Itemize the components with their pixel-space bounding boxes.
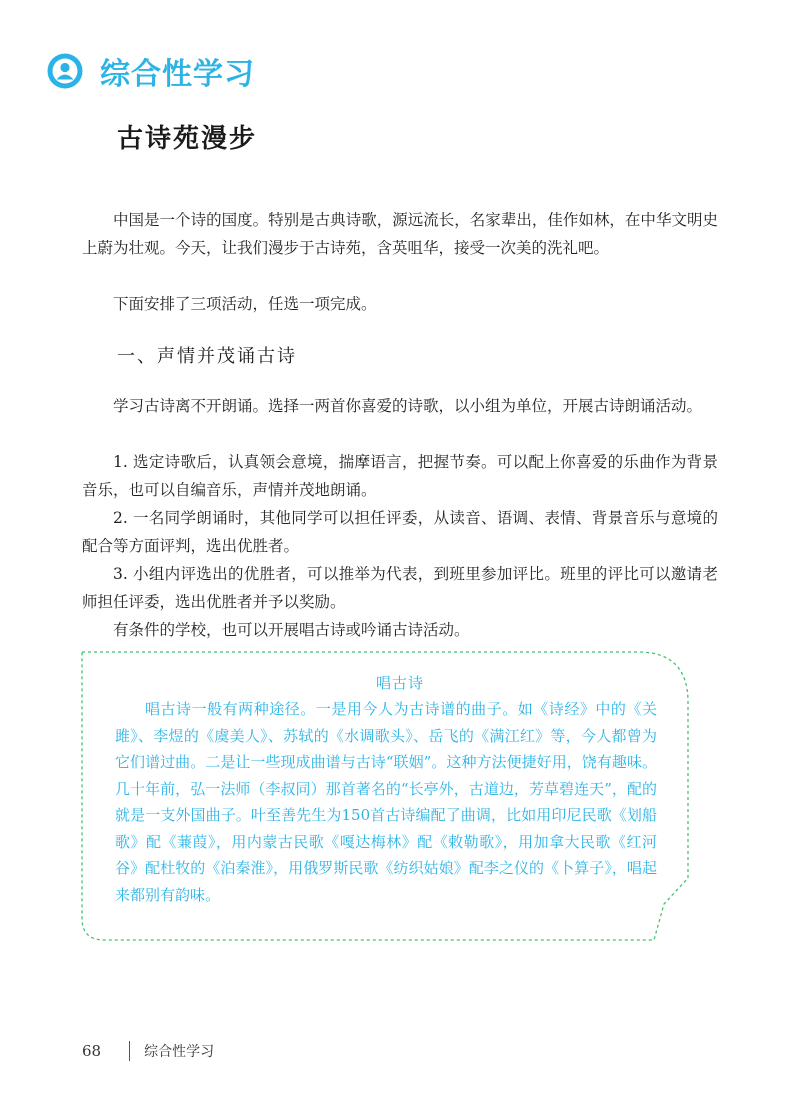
footer-divider [129, 1041, 130, 1061]
body-paragraph: 2. 一名同学朗诵时，其他同学可以担任评委，从读音、语调、表情、背景音乐与意境的配合等方面评判，选出优胜者。 [82, 509, 718, 555]
intro-paragraph: 下面安排了三项活动，任选一项完成。 [113, 295, 377, 313]
intro-paragraph: 中国是一个诗的国度。特别是古典诗歌，源远流长，名家辈出，佳作如林，在中华文明史上蔚为壮观。今天，让我们漫步于古诗苑，含英咀华，接受一次美的洗礼吧。 [82, 211, 718, 257]
section-heading: 一、声情并茂诵古诗 [117, 346, 297, 367]
page-number: 68 [82, 1042, 102, 1060]
section-header-title: 综合性学习 [100, 57, 255, 92]
page-footer [82, 1040, 214, 1062]
info-box-text: 唱古诗一般有两种途径。一是用今人为古诗谱的曲子。如《诗经》中的《关雎》、李煜的《虞美人》、苏轼的《水调歌头》、岳飞的《满江红》等，今人都曾为它们谱过曲。二是让一些现成曲谱与古诗“联姻”。这种方法便捷好用，饶有趣味。几十年前，弘一法师（李叔同）那首著名的“长亭外，古道边，芳草碧连天”，配的就是一支外国曲子。叶至善先生为150首古诗编配了曲调，比如用印尼民歌《划船歌》配《蒹葭》，用内蒙古民歌《嘎达梅林》配《敕勒歌》，用加拿大民歌《红河谷》配杜牧的《泊秦淮》，用俄罗斯民歌《纺织姑娘》配李之仪的《卜算子》，唱起来都别有韵味。 [115, 700, 657, 904]
body-paragraph: 1. 选定诗歌后，认真领会意境，揣摩语言，把握节奏。可以配上你喜爱的乐曲作为背景音乐，也可以自编音乐，声情并茂地朗诵。 [82, 453, 718, 499]
footer-section-label: 综合性学习 [144, 1044, 215, 1060]
body-paragraph: 3. 小组内评选出的优胜者，可以推举为代表，到班里参加评比。班里的评比可以邀请老师担任评委，选出优胜者并予以奖励。 [82, 565, 718, 611]
body-paragraph: 有条件的学校，也可以开展唱古诗或吟诵古诗活动。 [113, 621, 470, 639]
info-box-title: 唱古诗 [375, 674, 424, 692]
page-title: 古诗苑漫步 [117, 124, 258, 154]
body-paragraph: 学习古诗离不开朗诵。选择一两首你喜爱的诗歌，以小组为单位，开展古诗朗诵活动。 [113, 397, 703, 415]
